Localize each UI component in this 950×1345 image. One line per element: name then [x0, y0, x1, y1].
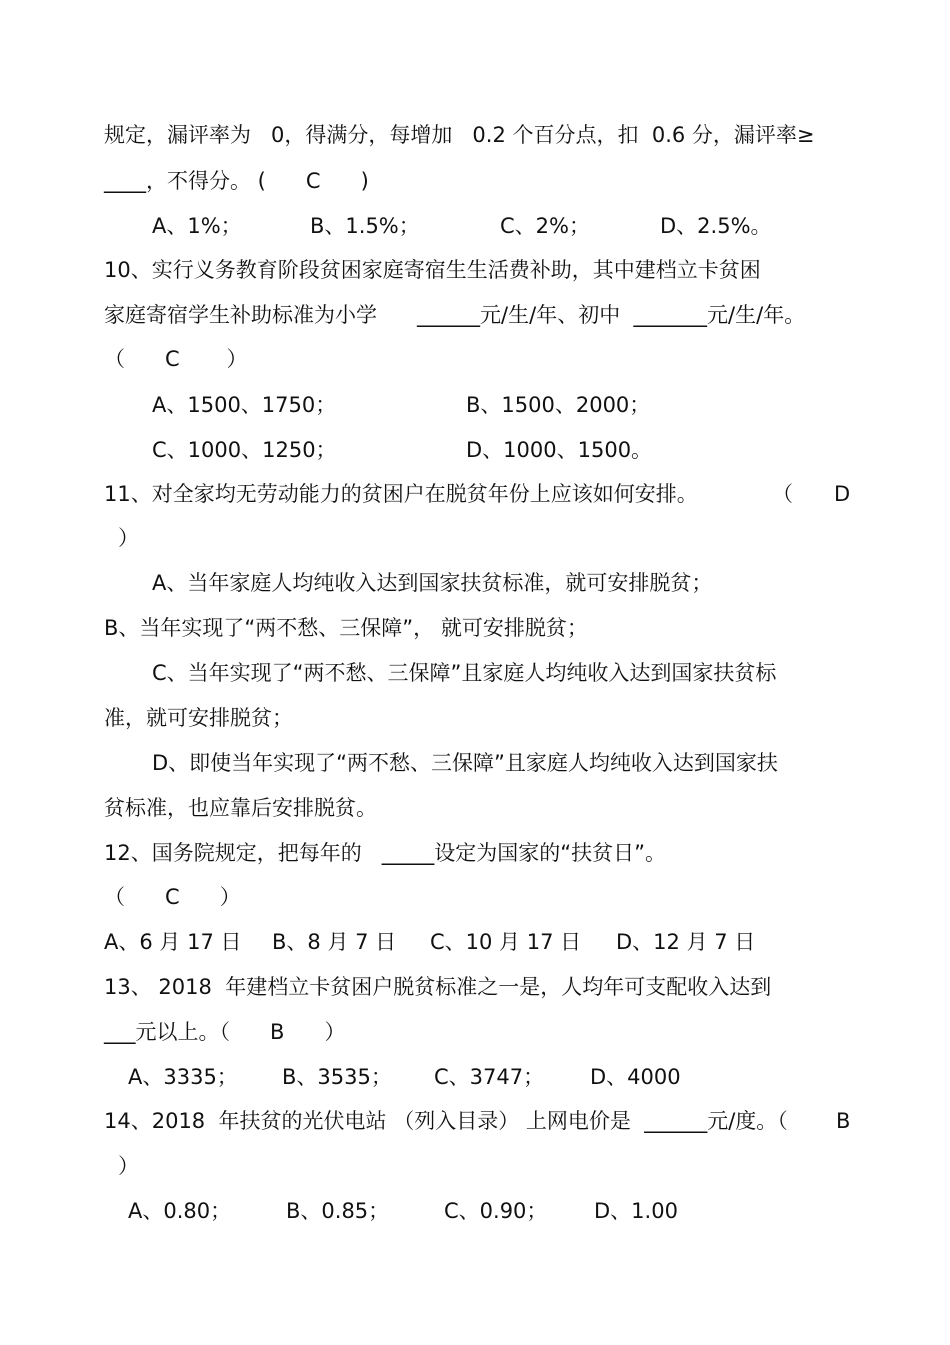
- q10-line-1: 10、实行义务教育阶段贫困家庭寄宿生生活费补助，其中建档立卡贫困: [104, 258, 761, 282]
- q12-option-d: D、12 月 7 日: [616, 930, 756, 954]
- q14-answer-close: ）: [118, 1154, 139, 1178]
- q10-option-b: B、1500、2000；: [466, 393, 651, 417]
- q9-option-c: C、2%；: [500, 214, 590, 238]
- q11-answer-close: ）: [118, 526, 139, 550]
- q12-option-a: A、6 月 17 日: [104, 930, 242, 954]
- q13-option-a: A、3335；: [128, 1065, 238, 1089]
- q14-line-1: 14、2018 年扶贫的光伏电站 （列入目录） 上网电价是 ______元/度。（: [104, 1109, 788, 1133]
- q12-answer: （ C ）: [104, 885, 241, 909]
- q11-option-b: B、当年实现了“两不愁、三保障”， 就可安排脱贫；: [104, 616, 588, 640]
- q9-option-a: A、1%；: [152, 214, 242, 238]
- q9-line-1: 规定，漏评率为 0，得满分，每增加 0.2 个百分点，扣 0.6 分，漏评率≥: [104, 123, 815, 147]
- q13-line-2: ___元以上。（ B ）: [104, 1020, 346, 1044]
- q11-option-c-line-1: C、当年实现了“两不愁、三保障”且家庭人均纯收入达到国家扶贫标: [152, 661, 777, 685]
- q12-line-1: 12、国务院规定，把每年的 _____设定为国家的“扶贫日”。: [104, 841, 667, 865]
- q14-option-d: D、1.00: [594, 1199, 678, 1223]
- q11-line-1: 11、对全家均无劳动能力的贫困户在脱贫年份上应该如何安排。: [104, 482, 698, 506]
- q10-option-d: D、1000、1500。: [466, 438, 653, 462]
- q13-option-b: B、3535；: [282, 1065, 392, 1089]
- q14-option-c: C、0.90；: [444, 1199, 548, 1223]
- q12-option-b: B、8 月 7 日: [272, 930, 397, 954]
- q14-option-b: B、0.85；: [286, 1199, 390, 1223]
- q14-answer: B: [836, 1109, 851, 1133]
- q9-line-2: ____，不得分。 ( C ): [104, 169, 369, 193]
- q10-option-a: A、1500、1750；: [152, 393, 337, 417]
- q11-option-a: A、当年家庭人均纯收入达到国家扶贫标准，就可安排脱贫；: [152, 571, 713, 595]
- q11-answer: D: [834, 482, 851, 506]
- q9-option-b: B、1.5%；: [310, 214, 420, 238]
- q14-option-a: A、0.80；: [128, 1199, 232, 1223]
- q10-answer: （ C ）: [104, 347, 248, 371]
- q11-option-d-line-2: 贫标准，也应靠后安排脱贫。: [104, 796, 377, 820]
- q13-option-d: D、4000: [590, 1065, 681, 1089]
- q11-answer-open: （: [772, 482, 793, 506]
- q9-option-d: D、2.5%。: [660, 214, 772, 238]
- q10-line-2: 家庭寄宿学生补助标准为小学 ______元/生/年、初中 _______元/生/年。: [104, 303, 806, 327]
- q10-option-c: C、1000、1250；: [152, 438, 337, 462]
- q11-option-c-line-2: 准，就可安排脱贫；: [104, 706, 293, 730]
- q13-option-c: C、3747；: [434, 1065, 545, 1089]
- q13-line-1: 13、 2018 年建档立卡贫困户脱贫标准之一是，人均年可支配收入达到: [104, 975, 772, 999]
- q11-option-d-line-1: D、即使当年实现了“两不愁、三保障”且家庭人均纯收入达到国家扶: [152, 751, 778, 775]
- q12-option-c: C、10 月 17 日: [430, 930, 582, 954]
